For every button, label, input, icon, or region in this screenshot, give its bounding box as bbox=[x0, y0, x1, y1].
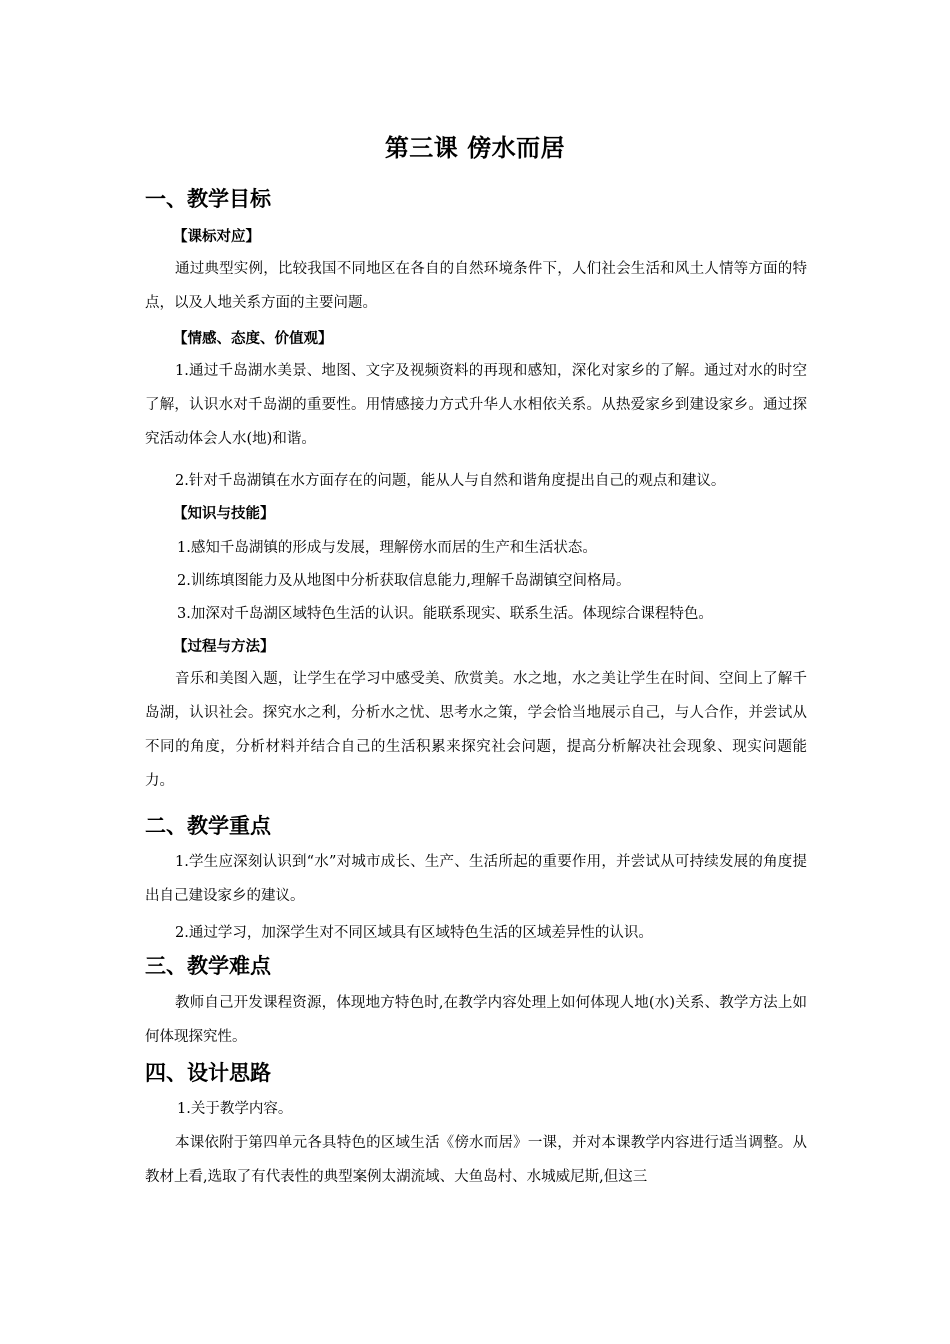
list-item-design-1: 1.关于教学内容。 bbox=[177, 1101, 293, 1117]
list-item-knowledge-1: 1.感知千岛湖镇的形成与发展，理解傍水而居的生产和生活状态。 bbox=[177, 540, 597, 556]
subheading-knowledge: 【知识与技能】 bbox=[173, 506, 275, 522]
section-heading-key-points: 二、教学重点 bbox=[145, 814, 271, 838]
paragraph-emotion-1: 1.通过千岛湖水美景、地图、文字及视频资料的再现和感知，深化对家乡的了解。通过对水的时空了解，认识水对千岛湖的重要性。用情感接力方式升华人水相依关系。从热爱家乡到建设家乡。通过探究活动体会人水(地)和谐。 bbox=[145, 363, 807, 447]
list-item-knowledge-2: 2.训练填图能力及从地图中分析获取信息能力,理解千岛湖镇空间格局。 bbox=[177, 573, 631, 589]
paragraph-curriculum: 通过典型实例，比较我国不同地区在各自的自然环境条件下，人们社会生活和风土人情等方面的特点，以及人地关系方面的主要问题。 bbox=[145, 261, 807, 311]
subheading-process: 【过程与方法】 bbox=[173, 639, 275, 655]
section-heading-design: 四、设计思路 bbox=[145, 1061, 271, 1085]
list-item-knowledge-3: 3.加深对千岛湖区域特色生活的认识。能联系现实、联系生活。体现综合课程特色。 bbox=[177, 606, 713, 622]
paragraph-process: 音乐和美图入题，让学生在学习中感受美、欣赏美。水之地，水之美让学生在时间、空间上了解千岛湖，认识社会。探究水之利，分析水之忧、思考水之策，学会恰当地展示自己，与人合作，并尝试从不同的角度，分析材料并结合自己的生活积累来探究社会问题，提高分析解决社会现象、现实问题能力。 bbox=[145, 671, 807, 789]
section-heading-objectives: 一、教学目标 bbox=[145, 187, 271, 211]
paragraph-design: 本课依附于第四单元各具特色的区域生活《傍水而居》一课，并对本课教学内容进行适当调整。从教材上看,选取了有代表性的典型案例太湖流域、大鱼岛村、水城威尼斯,但这三 bbox=[145, 1135, 807, 1185]
page-title: 第三课 傍水而居 bbox=[384, 134, 566, 162]
paragraph-key-point-2: 2.通过学习，加深学生对不同区域具有区域特色生活的区域差异性的认识。 bbox=[175, 925, 653, 941]
section-heading-difficulties: 三、教学难点 bbox=[145, 954, 271, 978]
subheading-emotion: 【情感、态度、价值观】 bbox=[173, 331, 333, 347]
paragraph-emotion-2: 2.针对千岛湖镇在水方面存在的问题，能从人与自然和谐角度提出自己的观点和建议。 bbox=[175, 473, 726, 489]
paragraph-difficulties: 教师自己开发课程资源，体现地方特色时,在教学内容处理上如何体现人地(水)关系、教学方法上如何体现探究性。 bbox=[145, 995, 807, 1045]
subheading-curriculum: 【课标对应】 bbox=[173, 229, 260, 245]
paragraph-key-point-1: 1.学生应深刻认识到“水”对城市成长、生产、生活所起的重要作用，并尝试从可持续发展的角度提出自己建设家乡的建议。 bbox=[145, 854, 807, 904]
